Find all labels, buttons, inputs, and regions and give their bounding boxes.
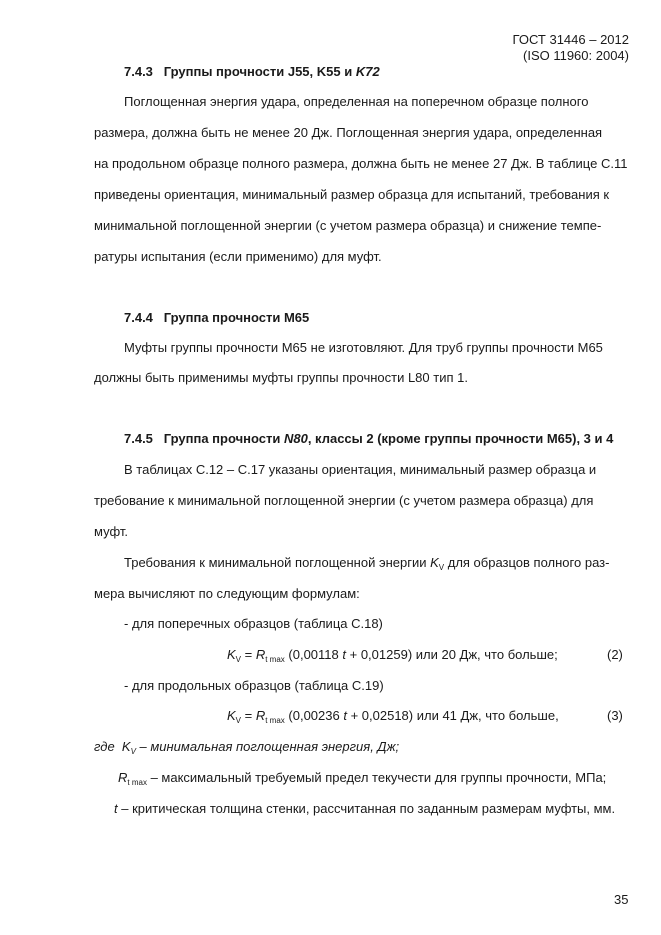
paragraph-line: должны быть применимы муфты группы прочности L80 тип 1. — [94, 370, 468, 385]
paragraph-line: Муфты группы прочности М65 не изготовляют. Для труб группы прочности М65 — [124, 340, 603, 355]
transverse-samples-label: - для поперечных образцов (таблица С.18) — [124, 616, 383, 631]
section-number: 7.4.3 — [124, 64, 153, 79]
paragraph-line: приведены ориентация, минимальный размер образца для испытаний, требования к — [94, 187, 610, 202]
paragraph-line: на продольном образце полного размера, должна быть не менее 27 Дж. В таблице С.11 — [94, 156, 628, 171]
paragraph-line: размера, должна быть не менее 20 Дж. Поглощенная энергия удара, определенная — [94, 125, 603, 140]
rt-definition: $R_{t max}$ – максимальный требуемый предел текучести для группы прочности, МПа; — [118, 770, 607, 787]
section-744-heading — [124, 310, 309, 326]
t-definition: t – критическая толщина стенки, рассчитанная по заданным размерам муфты, мм. — [114, 801, 616, 816]
formula-3: $K_V = R_{t max}$ (0,00236 t + 0,02518) или 41 Дж, что больше, — [227, 708, 559, 725]
section-title-italic: N80 — [283, 431, 308, 446]
paragraph-line: Поглощенная энергия удара, определенная на поперечном образце полного — [124, 94, 589, 109]
iso-reference: (ISO 11960: 2004) — [523, 48, 629, 63]
section-title-suffix: , классы 2 (кроме группы прочности М65), 3 и 4 — [307, 431, 614, 446]
longitudinal-samples-label: - для продольных образцов (таблица С.19) — [124, 678, 384, 693]
section-745-heading — [124, 431, 613, 447]
paragraph-line: мера вычисляют по следующим формулам: — [94, 586, 360, 601]
paragraph-line: требование к минимальной поглощенной энергии (с учетом размера образца) для — [94, 493, 594, 508]
where-kv-definition: где $K_V$ – минимальная поглощенная энергия, Дж; — [94, 739, 400, 756]
paragraph-line: В таблицах С.12 – С.17 указаны ориентация, минимальный размер образца и — [124, 462, 597, 477]
section-title: Группы прочности J55, K55 и — [163, 64, 356, 79]
requirements-line: Требования к минимальной поглощенной энергии $K_V$ для образцов полного раз- — [124, 555, 610, 572]
formula-number: (3) — [607, 708, 623, 723]
paragraph-line: ратуры испытания (если применимо) для муфт. — [94, 249, 382, 264]
document-number: ГОСТ 31446 – 2012 — [512, 32, 629, 47]
page-number: 35 — [614, 892, 629, 907]
paragraph-line: муфт. — [94, 524, 128, 539]
section-title-italic: K72 — [355, 64, 380, 79]
formula-number: (2) — [607, 647, 623, 662]
section-number: 7.4.5 — [124, 431, 153, 446]
formula-2: $K_V = R_{t max}$ (0,00118 t + 0,01259) или 20 Дж, что больше; — [227, 647, 558, 664]
paragraph-line: минимальной поглощенной энергии (с учетом размера образца) и снижение темпе- — [94, 218, 602, 233]
section-743-heading — [124, 64, 380, 80]
section-title: Группа прочности М65 — [163, 310, 310, 325]
section-number: 7.4.4 — [124, 310, 153, 325]
section-title: Группа прочности — [163, 431, 284, 446]
